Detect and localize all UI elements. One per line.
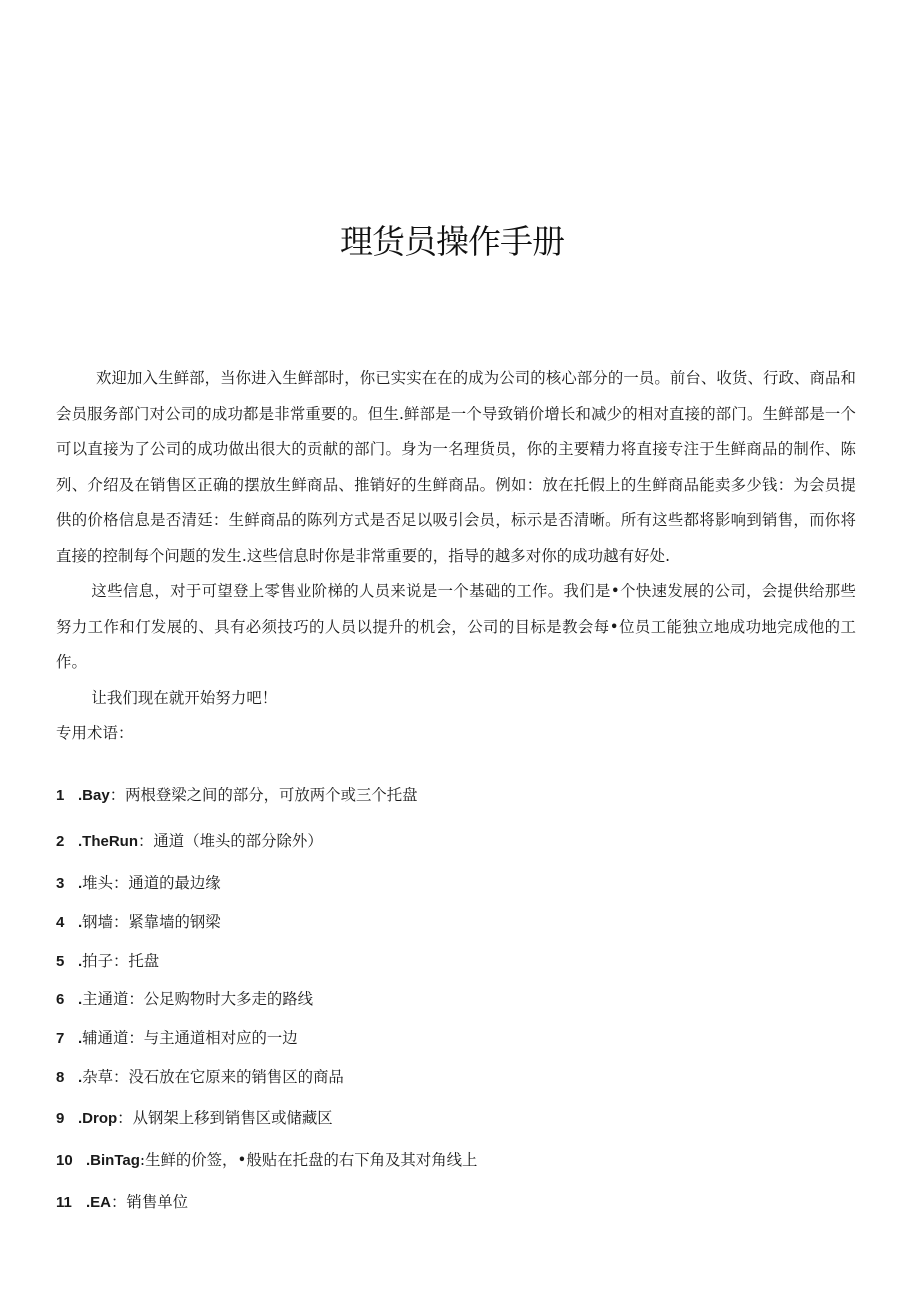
term-item [56,987,313,1011]
term-number: 7 [56,1030,65,1047]
term-key: .EA [86,1194,112,1211]
term-number: 9 [56,1110,65,1127]
term-key: . [78,953,83,970]
term-number: 5 [56,953,65,970]
term-description: 从钢架上移到销售区或储藏区 [132,1109,333,1127]
term-number: 11 [56,1194,72,1211]
term-description: 通道（堆头的部分除外） [153,832,323,850]
term-item [56,1065,344,1089]
term-item [56,1190,188,1214]
term-description: 钢墙：紧靠墙的钢梁 [82,913,221,931]
term-item [56,829,323,853]
term-number: 6 [56,991,65,1008]
term-separator: ： [138,832,154,850]
term-description: 生鲜的价签，•般贴在托盘的右下角及其对角线上 [145,1151,478,1169]
term-number: 3 [56,875,65,892]
term-item [56,783,418,807]
term-key: . [78,914,83,931]
term-item [56,1148,477,1172]
term-key: . [78,1030,83,1047]
term-key: . [78,875,83,892]
term-key: .TheRun [78,833,138,850]
term-key: .Bay [78,787,110,804]
term-key: . [78,1069,83,1086]
term-item [56,910,221,934]
term-description: 两根登梁之间的部分，可放两个或三个托盘 [125,786,418,804]
term-key: .Drop [78,1110,118,1127]
term-item [56,949,159,973]
terms-label: 专用术语： [56,724,134,742]
intro-section [56,361,856,752]
term-number: 4 [56,914,65,931]
term-separator: ： [111,1193,127,1211]
term-description: 辅通道：与主通道相对应的一边 [82,1029,298,1047]
term-item [56,1026,298,1050]
term-separator: ： [117,1109,133,1127]
intro-paragraph: 欢迎加入生鲜部，当你进入生鲜部时，你已实实在在的成为公司的核心部分的一员。前台、收货、行政、商品和会员服务部门对公司的成功都是非常重要的。但生.鲜部是一个导致销价增长和减少的相对直接的部门。生鲜部是一个可以直接为了公司的成功做出很大的贡献的部门。身为一名理货员，你的主要精力将直接专注于生鲜商品的制作、陈列、介绍及在销售区正确的摆放生鲜商品、推销好的生鲜商品。例如：放在托假上的生鲜商品能卖多少钱：为会员提供的价格信息是否清廷：生鲜商品的陈列方式是否足以吸引会员，标示是否清晰。所有这些都将影响到销售，而你将直接的控制每个问题的发生.这些信息时你是非常重要的，指导的越多对你的成功越有好处. [56,369,856,565]
term-key: . [78,991,83,1008]
term-description: 主通道：公足购物时大多走的路线 [82,990,314,1008]
term-separator: ： [109,786,126,804]
term-description: 拍子：托盘 [82,952,160,970]
term-number: 1 [56,787,65,804]
document-title: 理货员操作手册 [340,222,564,261]
term-description: 杂草：没石放在它原来的销售区的商品 [82,1068,344,1086]
term-item [56,1106,333,1130]
term-item [56,871,221,895]
term-number: 10 [56,1152,73,1169]
intro-paragraph: 让我们现在就开始努力吧！ [91,688,278,707]
term-description: 销售单位 [126,1193,188,1211]
intro-paragraph: 这些信息，对于可望登上零售业阶梯的人员来说是一个基础的工作。我们是•个快速发展的公司，会提供给那些努力工作和仃发展的、具有必须技巧的人员以提升的机会，公司的目标是教会每•位员工能独立地成功地完成他的工作。 [56,582,856,671]
term-key: .BinTag [86,1152,140,1169]
term-description: 堆头：通道的最边缘 [82,874,221,892]
term-separator: : [139,1151,146,1169]
term-number: 8 [56,1069,65,1086]
term-number: 2 [56,833,65,850]
